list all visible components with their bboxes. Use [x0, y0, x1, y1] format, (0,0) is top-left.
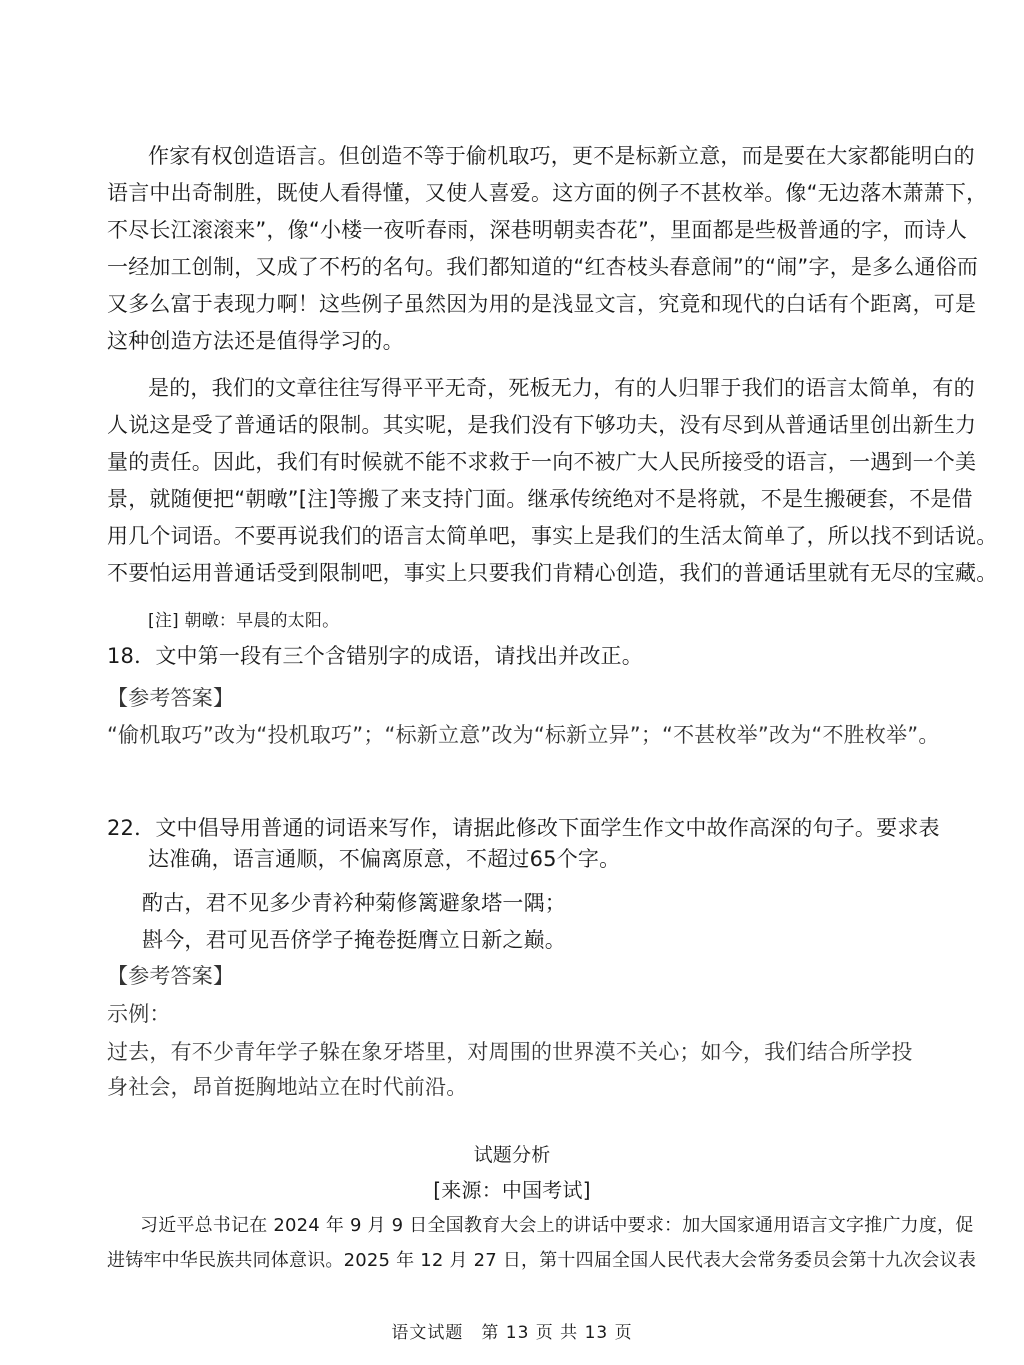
- passage-line: 又多么富于表现力啊！这些例子虽然因为用的是浅显文言，究竟和现代的白话有个距离，可是: [107, 292, 977, 316]
- answer-22-line1: 过去，有不少青年学子躲在象牙塔里，对周围的世界漠不关心；如今，我们结合所学投: [107, 1040, 913, 1064]
- passage-line: 用几个词语。不要再说我们的语言太简单吧，事实上是我们的生活太简单了，所以找不到话说。: [107, 524, 998, 548]
- analysis-source: [来源：中国考试]: [433, 1178, 591, 1202]
- example-label: 示例：: [107, 1002, 171, 1026]
- answer-18: “偷机取巧”改为“投机取巧”；“标新立意”改为“标新立异”；“不甚枚举”改为“不胜枚举”。: [107, 723, 940, 747]
- question-22-line2: 达准确，语言通顺，不偏离原意，不超过65个字。: [148, 847, 621, 871]
- question-18: 18．文中第一段有三个含错别字的成语，请找出并改正。: [107, 644, 643, 668]
- analysis-line: 习近平总书记在 2024 年 9 月 9 日全国教育大会上的讲话中要求：加大国家通用语言文字推广力度，促: [140, 1215, 974, 1236]
- passage-line: 一经加工创制，又成了不朽的名句。我们都知道的“红杏枝头春意闹”的“闹”字，是多么通俗而: [107, 255, 979, 279]
- passage-line: 量的责任。因此，我们有时候就不能不求救于一向不被广大人民所接受的语言，一遇到一个美: [107, 450, 977, 474]
- question-22-line1: 22．文中倡导用普通的词语来写作，请据此修改下面学生作文中故作高深的句子。要求表: [107, 816, 940, 840]
- passage-line: 人说这是受了普通话的限制。其实呢，是我们没有下够功夫，没有尽到从普通话里创出新生力: [107, 413, 977, 437]
- passage-line: 不尽长江滚滚来”，像“小楼一夜听春雨，深巷明朝卖杏花”，里面都是些极普通的字，而诗人: [107, 218, 968, 242]
- passage-note: [注] 朝暾：早晨的太阳。: [148, 611, 340, 631]
- student-sentence: 斟今，君可见吾侪学子掩卷挺膺立日新之巅。: [142, 928, 566, 952]
- answer-heading: 【参考答案】: [107, 964, 235, 988]
- analysis-title: 试题分析: [473, 1144, 551, 1166]
- passage-line: 作家有权创造语言。但创造不等于偷机取巧，更不是标新立意，而是要在大家都能明白的: [148, 144, 975, 168]
- page-footer: 语文试题 第 13 页 共 13 页: [391, 1323, 633, 1343]
- answer-heading: 【参考答案】: [107, 686, 235, 710]
- student-sentence: 酌古，君不见多少青衿种菊修篱避象塔一隅；: [142, 891, 566, 915]
- answer-22-line2: 身社会，昂首挺胸地站立在时代前沿。: [107, 1075, 468, 1099]
- passage-line: 是的，我们的文章往往写得平平无奇，死板无力，有的人归罪于我们的语言太简单，有的: [148, 376, 975, 400]
- passage-line: 这种创造方法还是值得学习的。: [107, 329, 404, 353]
- passage-line: 不要怕运用普通话受到限制吧，事实上只要我们肯精心创造，我们的普通话里就有无尽的宝藏。: [107, 561, 998, 585]
- passage-line: 语言中出奇制胜，既使人看得懂，又使人喜爱。这方面的例子不甚枚举。像“无边落木萧萧下，: [107, 181, 988, 205]
- passage-line: 景，就随便把“朝暾”[注]等搬了来支持门面。继承传统绝对不是将就，不是生搬硬套，不是借: [107, 487, 973, 511]
- analysis-line: 进铸牢中华民族共同体意识。2025 年 12 月 27 日，第十四届全国人民代表大会常务委员会第十九次会议表: [107, 1250, 977, 1271]
